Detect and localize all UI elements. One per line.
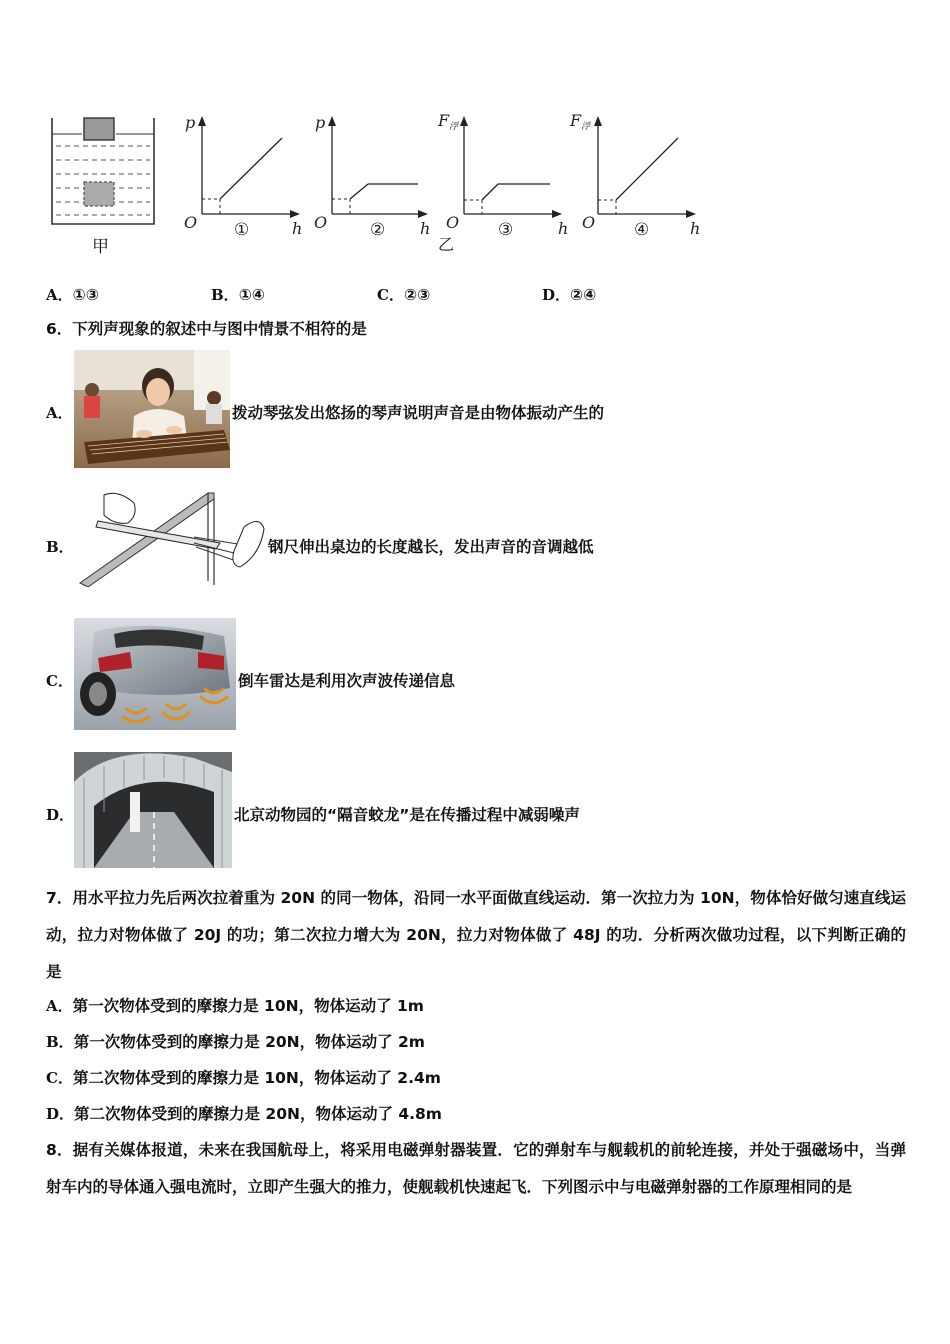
- graph-1-xlabel: h: [292, 219, 303, 238]
- guzheng-photo: [74, 350, 230, 468]
- q7-option-d: D．第二次物体受到的摩擦力是 20N，物体运动了 4.8m: [46, 1105, 442, 1123]
- q5-option-d: D．②④: [542, 286, 597, 304]
- graph-4-origin: O: [582, 213, 596, 232]
- q6-option-a-text: 拨动琴弦发出悠扬的琴声说明声音是由物体振动产生的: [232, 404, 605, 422]
- graph-4-xlabel: h: [690, 219, 701, 238]
- graph-1-origin: O: [184, 213, 198, 232]
- group-caption: 乙: [438, 235, 455, 254]
- graph-4-number: ④: [634, 220, 650, 240]
- ruler-drawing: [74, 485, 266, 587]
- graph-2-xlabel: h: [420, 219, 431, 238]
- q7-option-c: C．第二次物体受到的摩擦力是 10N，物体运动了 2.4m: [46, 1069, 441, 1087]
- q6-option-c-label: C．: [46, 672, 73, 690]
- q6-option-b-text: 钢尺伸出桌边的长度越长，发出声音的音调越低: [268, 538, 594, 556]
- q6-option-b-label: B．: [46, 538, 74, 556]
- sound-barrier-photo: [74, 752, 232, 868]
- q7-stem: 7．用水平拉力先后两次拉着重为 20N 的同一物体，沿同一水平面做直线运动．第一次拉力为 10N，物体恰好做匀速直线运动，拉力对物体做了 20J 的功；第二次拉力增大为 20N，拉力对物体做了 48J 的功．分析两次做功过程，以下判断正确的是: [46, 889, 906, 981]
- graph-2-ylabel: p: [315, 113, 326, 132]
- graph-1: [178, 110, 308, 240]
- q8-stem: 8．据有关媒体报道，未来在我国航母上，将采用电磁弹射器装置．它的弹射车与舰载机的前轮连接，并处于强磁场中，当弹射车内的导体通入强电流时，立即产生强大的推力，使舰载机快速起飞．下列图示中与电磁弹射器的工作原理相同的是: [46, 1141, 906, 1196]
- q7-option-a: A．第一次物体受到的摩擦力是 10N，物体运动了 1m: [46, 997, 424, 1015]
- graph-2-origin: O: [314, 213, 328, 232]
- q5-option-a: A．①③: [46, 286, 99, 304]
- graph-3-number: ③: [498, 220, 514, 240]
- graph-2: [312, 110, 442, 240]
- q6-stem: 6．下列声现象的叙述中与图中情景不相符的是: [46, 320, 367, 338]
- parking-radar-photo: [74, 618, 236, 730]
- graph-1-number: ①: [234, 220, 250, 240]
- q7-option-b: B．第一次物体受到的摩擦力是 20N，物体运动了 2m: [46, 1033, 425, 1051]
- graph-4: [566, 108, 706, 248]
- q6-option-a-label: A．: [46, 404, 73, 422]
- graph-4-ylabel: F浮: [570, 111, 591, 132]
- beaker-caption: 甲: [92, 237, 109, 257]
- graph-3-ylabel: F浮: [438, 111, 459, 132]
- graph-2-number: ②: [370, 220, 386, 240]
- graph-3-origin: O: [446, 213, 460, 232]
- beaker-figure: [44, 112, 164, 262]
- q6-option-d-text: 北京动物园的“隔音蛟龙”是在传播过程中减弱噪声: [234, 806, 580, 824]
- q5-option-c: C．②③: [377, 286, 431, 304]
- q6-option-d-label: D．: [46, 806, 75, 824]
- q6-option-c-text: 倒车雷达是利用次声波传递信息: [238, 672, 456, 690]
- graph-1-ylabel: p: [185, 113, 196, 132]
- q5-option-b: B．①④: [211, 286, 265, 304]
- graph-3-xlabel: h: [558, 219, 569, 238]
- graph-3: [436, 108, 576, 258]
